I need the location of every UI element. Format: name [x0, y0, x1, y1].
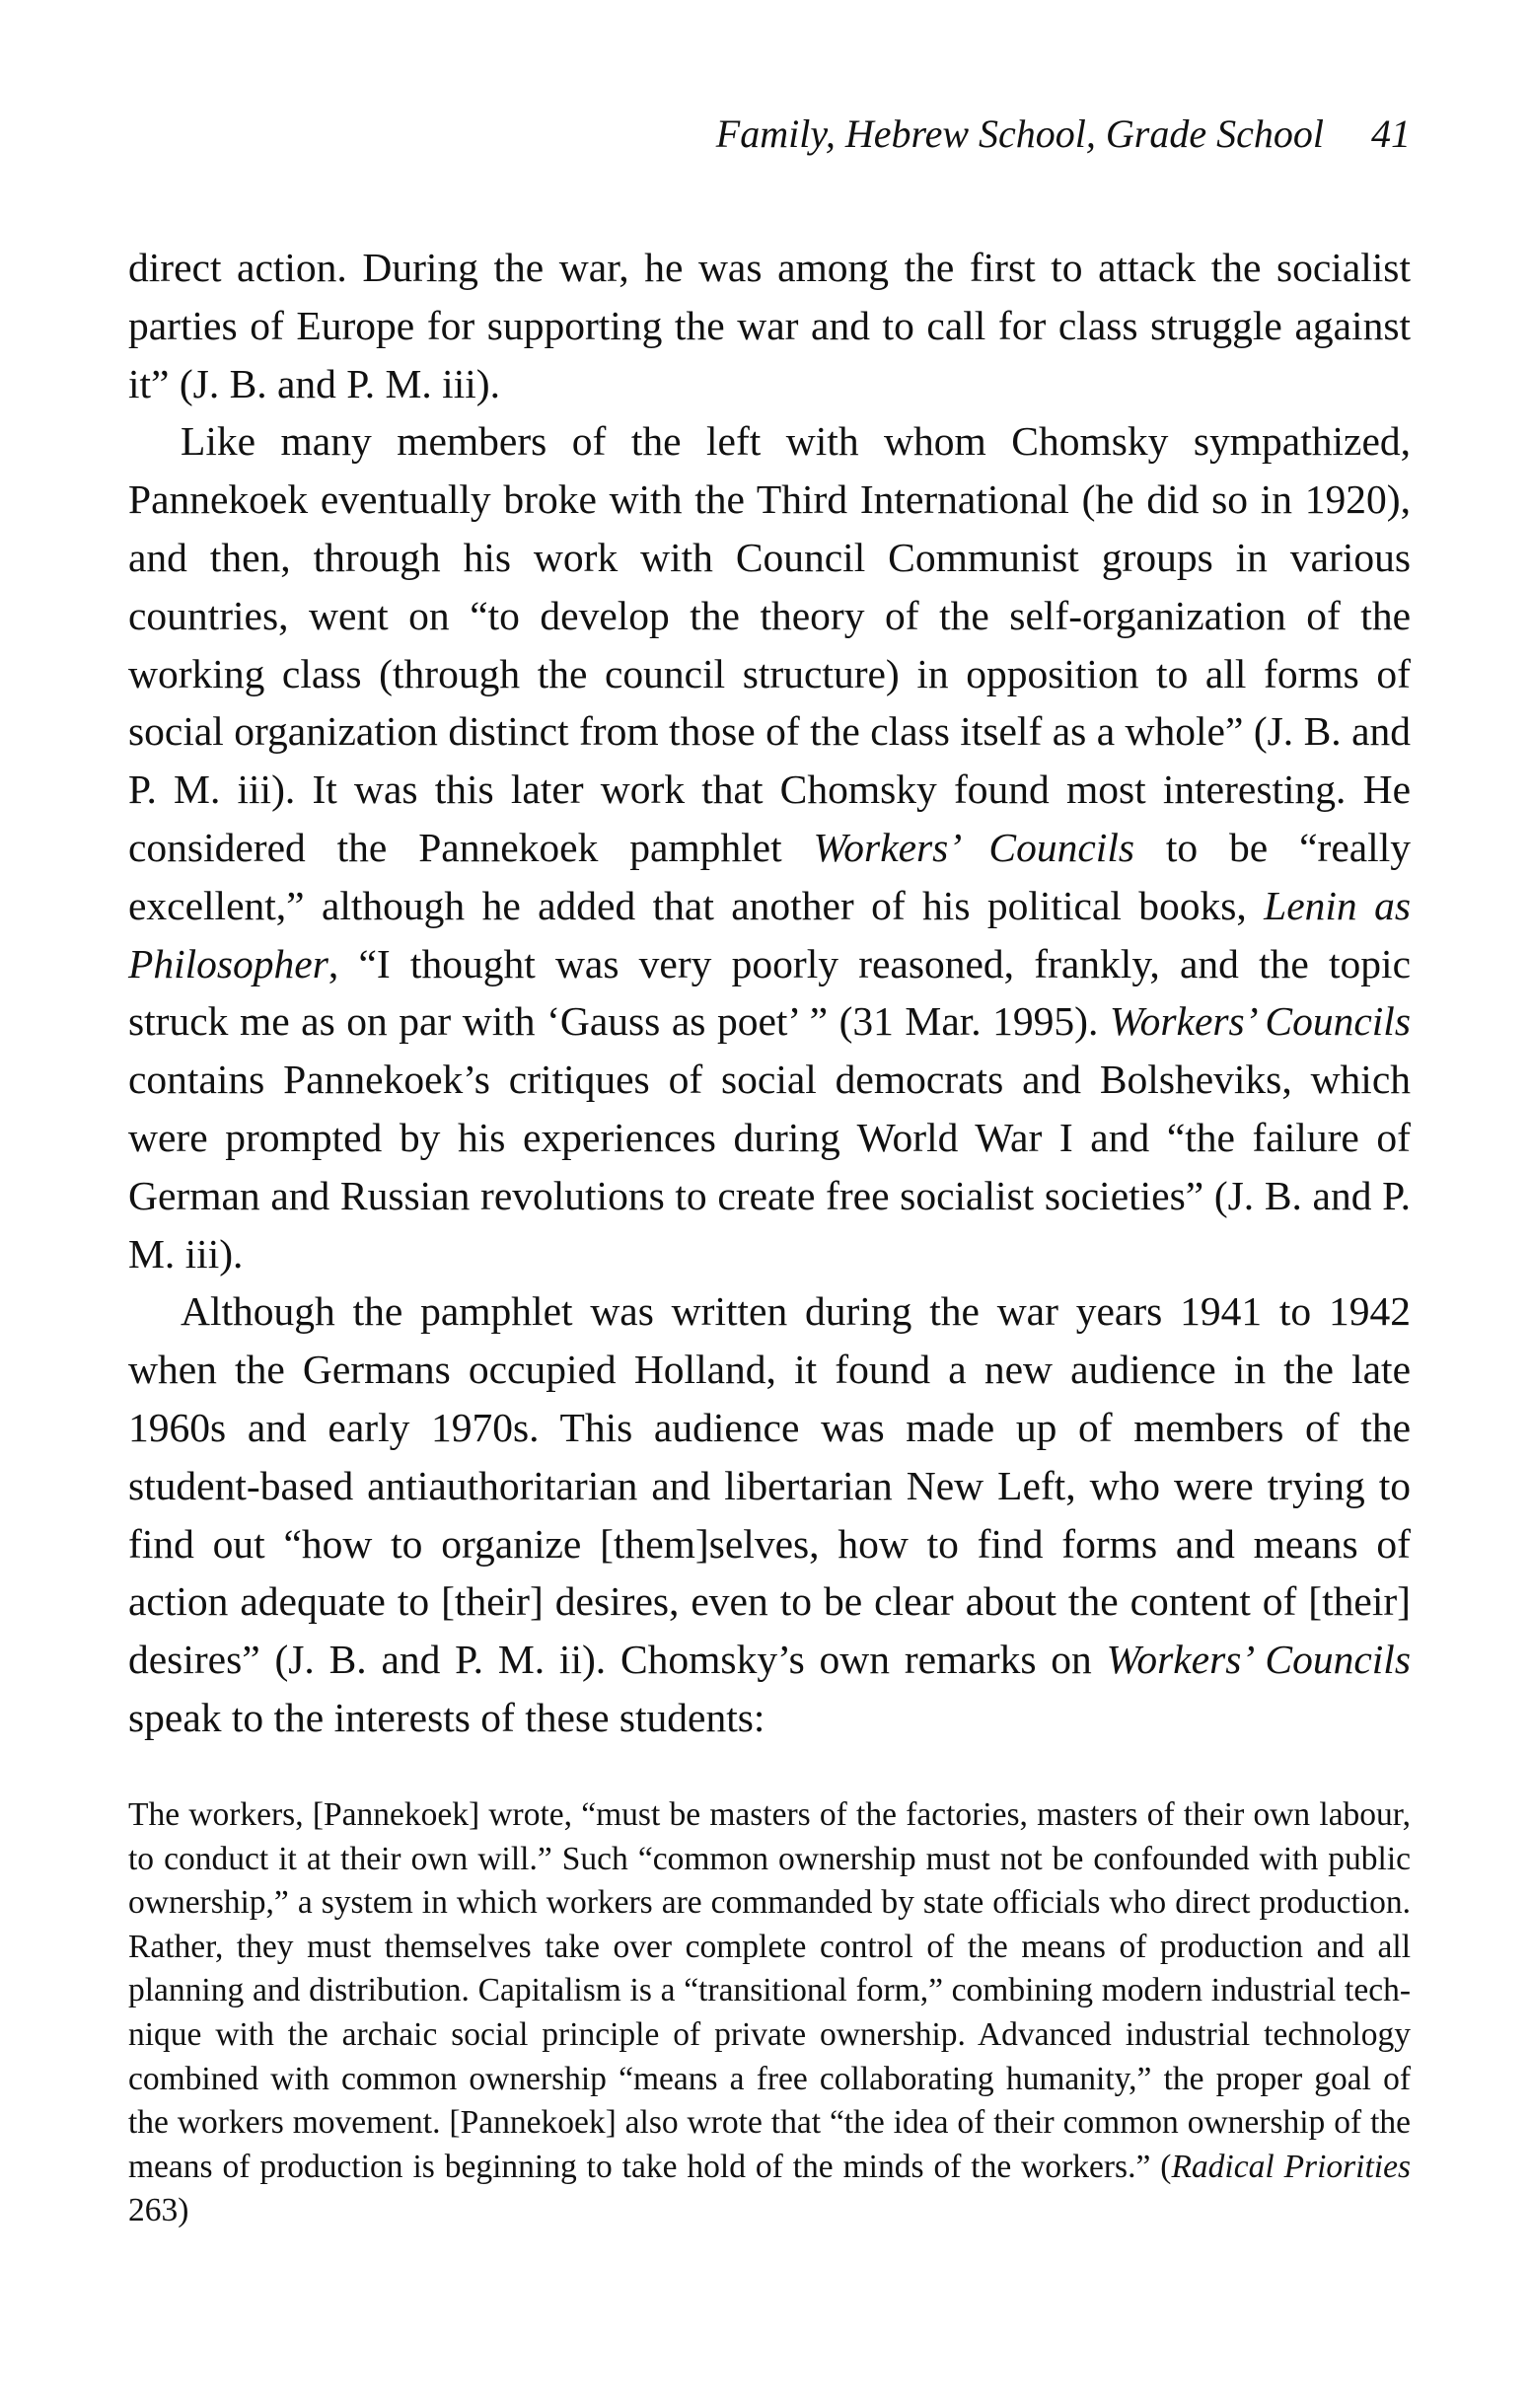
text-run: The workers, [Pannekoek] wrote, “must be masters of the factories, masters of their own labour, to conduct it at their own will.” Such “common ownership must not be confounded with public ownership,” a system in which workers are commanded by state officials who direct production. Rather, they must themselves take over complete control of the means of production and all planning and distribution. Capitalism is a “transitional form,” combining modern industrial technique with the archaic social principle of private ownership. Advanced industrial technology combined with common ownership “means a free collaborating humanity,” the proper goal of the workers movement. [Pannekoek] also wrote that “the idea of their common ownership of the means of production is beginning to take hold of the minds of the workers.” (: [128, 1796, 1411, 2185]
text-run: contains Pannekoek’s critiques of social democrats and Bolsheviks, which were prompted by his experiences during World War I and “the failure of German and Russian revolutions to create free socialist societies” (J. B. and P. M. iii).: [128, 1057, 1411, 1277]
paragraph: [128, 412, 1411, 1282]
running-head: [716, 110, 1411, 157]
page-number: 41: [1371, 111, 1411, 156]
text-run: speak to the interests of these students:: [128, 1694, 765, 1740]
body-text: [128, 239, 1411, 1747]
italic-title: Lenin as Philosopher: [128, 882, 1411, 986]
text-run: Like many members of the left with whom Chomsky sympathized, Pannekoek eventually broke with the Third International (he did so in 1920), and then, through his work with Council Communist groups in various countries, went on “to develop the theory of the self-organization of the working class (through the council structure) in opposition to all forms of social organization distinct from those of the class itself as a whole” (J. B. and P. M. iii). It was this later work that Chomsky found most interesting. He considered the Pannekoek pamphlet: [128, 418, 1411, 870]
block-quote-text: [128, 1793, 1411, 2233]
text-run: to be “really excellent,” although he added that another of his political books,: [128, 824, 1411, 928]
italic-title: Workers’ Councils: [1109, 998, 1411, 1045]
italic-title: Workers’ Councils: [813, 824, 1134, 870]
italic-title: Workers’ Councils: [1106, 1637, 1411, 1683]
text-run: 263): [128, 2192, 189, 2229]
text-run: Although the pamphlet was written during the war years 1941 to 1942 when the Germans occupied Holland, it found a new audience in the late 1960s and early 1970s. This audience was made up of members of the student-based antiauthoritarian and libertarian New Left, who were trying to find out “how to organize [them]selves, how to find forms and means of action adequate to [their] desires, even to be clear about the content of [their] desires” (J. B. and P. M. ii). Chomsky’s own remarks on: [128, 1288, 1411, 1683]
text-run: direct action. During the war, he was among the first to attack the socialist parties of Europe for supporting the war and to call for class struggle against it” (J. B. and P. M. iii).: [128, 245, 1411, 406]
running-head-title: Family, Hebrew School, Grade School: [715, 111, 1324, 156]
block-quote: [128, 1793, 1411, 2233]
italic-title: Radical Priorities: [1171, 2148, 1411, 2185]
paragraph: [128, 239, 1411, 412]
text-run: , “I thought was very poorly reasoned, frankly, and the topic struck me as on par with ‘Gauss as poet’ ” (31 Mar. 1995).: [128, 940, 1411, 1045]
paragraph: [128, 1282, 1411, 1746]
